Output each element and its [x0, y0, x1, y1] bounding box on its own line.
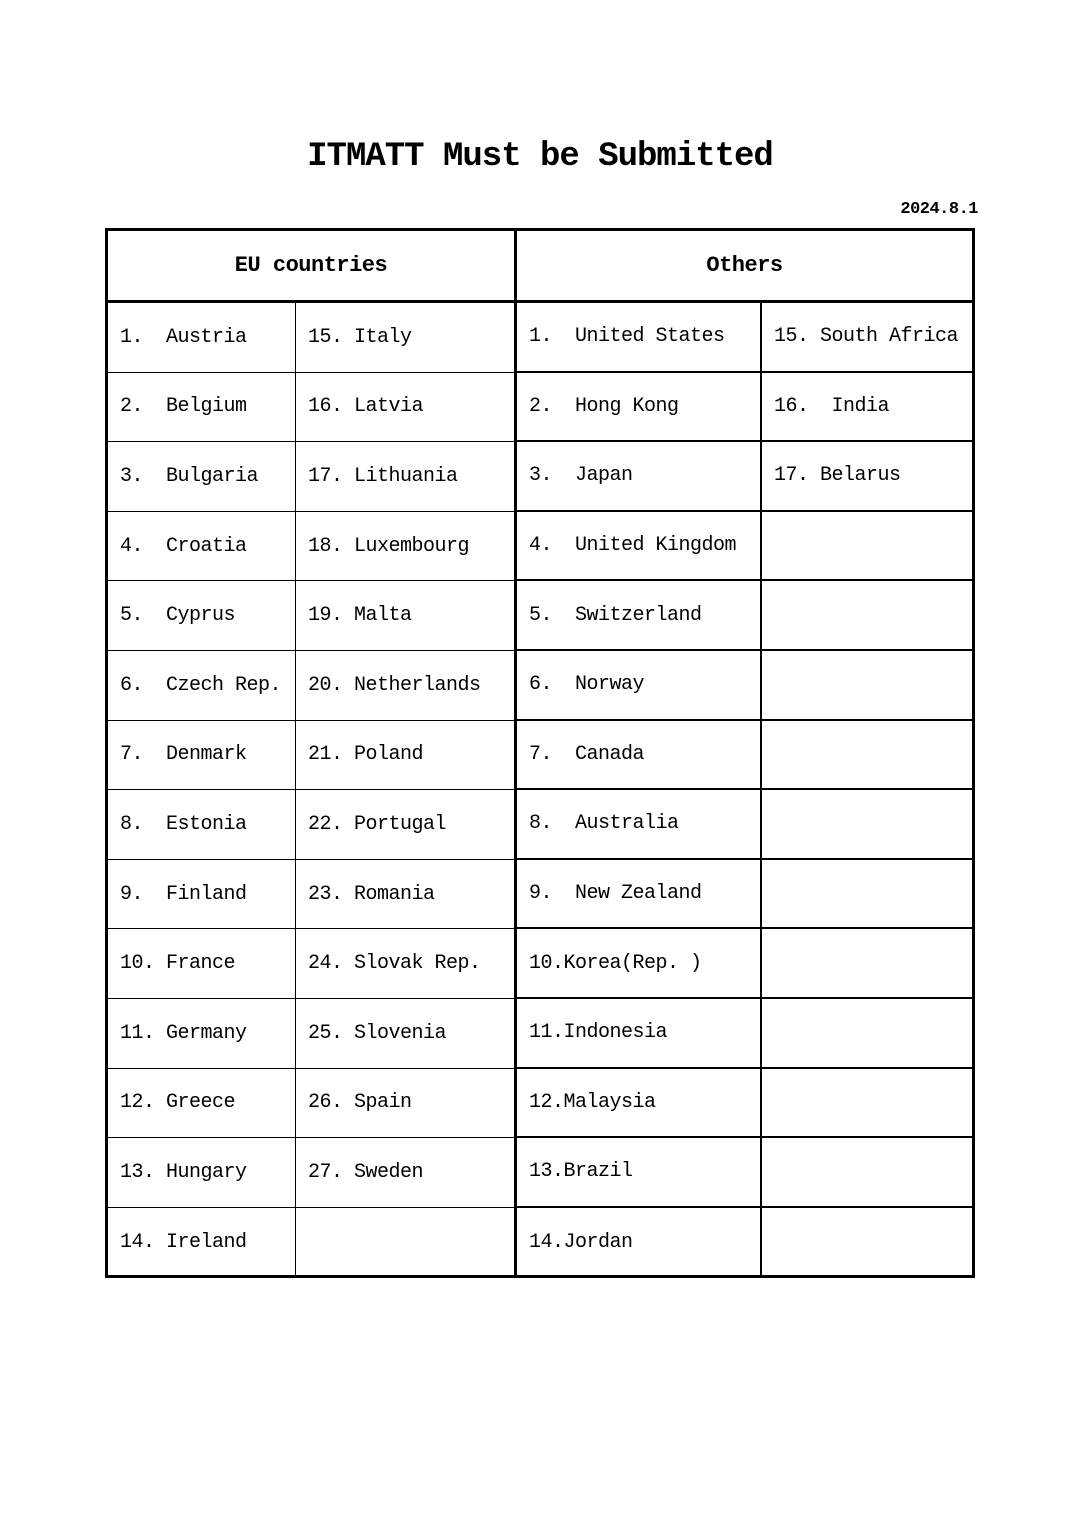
- countries-table: [105, 228, 975, 1278]
- table-body: [108, 303, 972, 1277]
- eu-country-cell: 18. Luxembourg: [296, 512, 517, 582]
- other-country-cell: 9. New Zealand: [517, 860, 762, 930]
- other-country-cell: [762, 860, 972, 930]
- eu-country-cell: 9. Finland: [108, 860, 296, 930]
- other-country-cell: 6. Norway: [517, 651, 762, 721]
- eu-country-cell: 10. France: [108, 929, 296, 999]
- eu-country-cell: 26. Spain: [296, 1069, 517, 1139]
- eu-country-cell: 4. Croatia: [108, 512, 296, 582]
- page-title: ITMATT Must be Submitted: [307, 138, 773, 176]
- other-country-cell: [762, 581, 972, 651]
- eu-country-cell: 3. Bulgaria: [108, 442, 296, 512]
- date-label: 2024.8.1: [900, 200, 978, 219]
- eu-country-cell: 16. Latvia: [296, 373, 517, 443]
- table-header-row: [108, 231, 972, 303]
- eu-country-cell: 21. Poland: [296, 721, 517, 791]
- eu-country-cell: 8. Estonia: [108, 790, 296, 860]
- eu-country-cell: 5. Cyprus: [108, 581, 296, 651]
- other-country-cell: 10.Korea(Rep. ): [517, 929, 762, 999]
- other-country-cell: [762, 999, 972, 1069]
- other-country-cell: 8. Australia: [517, 790, 762, 860]
- other-country-cell: [762, 1069, 972, 1139]
- eu-country-cell: [296, 1208, 517, 1278]
- other-country-cell: [762, 1138, 972, 1208]
- other-country-cell: 11.Indonesia: [517, 999, 762, 1069]
- eu-country-cell: 2. Belgium: [108, 373, 296, 443]
- other-country-cell: [762, 721, 972, 791]
- eu-country-cell: 25. Slovenia: [296, 999, 517, 1069]
- eu-country-cell: 15. Italy: [296, 303, 517, 373]
- eu-countries-header: EU countries: [108, 231, 517, 303]
- eu-country-cell: 22. Portugal: [296, 790, 517, 860]
- other-country-cell: [762, 790, 972, 860]
- eu-country-cell: 23. Romania: [296, 860, 517, 930]
- other-country-cell: 3. Japan: [517, 442, 762, 512]
- eu-country-cell: 17. Lithuania: [296, 442, 517, 512]
- other-country-cell: [762, 929, 972, 999]
- other-country-cell: 4. United Kingdom: [517, 512, 762, 582]
- other-country-cell: 15. South Africa: [762, 303, 972, 373]
- eu-country-cell: 6. Czech Rep.: [108, 651, 296, 721]
- eu-country-cell: 12. Greece: [108, 1069, 296, 1139]
- other-country-cell: 1. United States: [517, 303, 762, 373]
- other-country-cell: 17. Belarus: [762, 442, 972, 512]
- eu-country-cell: 13. Hungary: [108, 1138, 296, 1208]
- other-country-cell: [762, 1208, 972, 1278]
- other-country-cell: 14.Jordan: [517, 1208, 762, 1278]
- eu-country-cell: 24. Slovak Rep.: [296, 929, 517, 999]
- eu-country-cell: 7. Denmark: [108, 721, 296, 791]
- other-country-cell: 13.Brazil: [517, 1138, 762, 1208]
- other-country-cell: 12.Malaysia: [517, 1069, 762, 1139]
- other-country-cell: 2. Hong Kong: [517, 373, 762, 443]
- other-country-cell: [762, 512, 972, 582]
- other-country-cell: 16. India: [762, 373, 972, 443]
- eu-country-cell: 14. Ireland: [108, 1208, 296, 1278]
- others-header: Others: [517, 231, 972, 303]
- eu-country-cell: 20. Netherlands: [296, 651, 517, 721]
- eu-country-cell: 27. Sweden: [296, 1138, 517, 1208]
- other-country-cell: 7. Canada: [517, 721, 762, 791]
- eu-country-cell: 19. Malta: [296, 581, 517, 651]
- eu-country-cell: 11. Germany: [108, 999, 296, 1069]
- eu-country-cell: 1. Austria: [108, 303, 296, 373]
- other-country-cell: [762, 651, 972, 721]
- other-country-cell: 5. Switzerland: [517, 581, 762, 651]
